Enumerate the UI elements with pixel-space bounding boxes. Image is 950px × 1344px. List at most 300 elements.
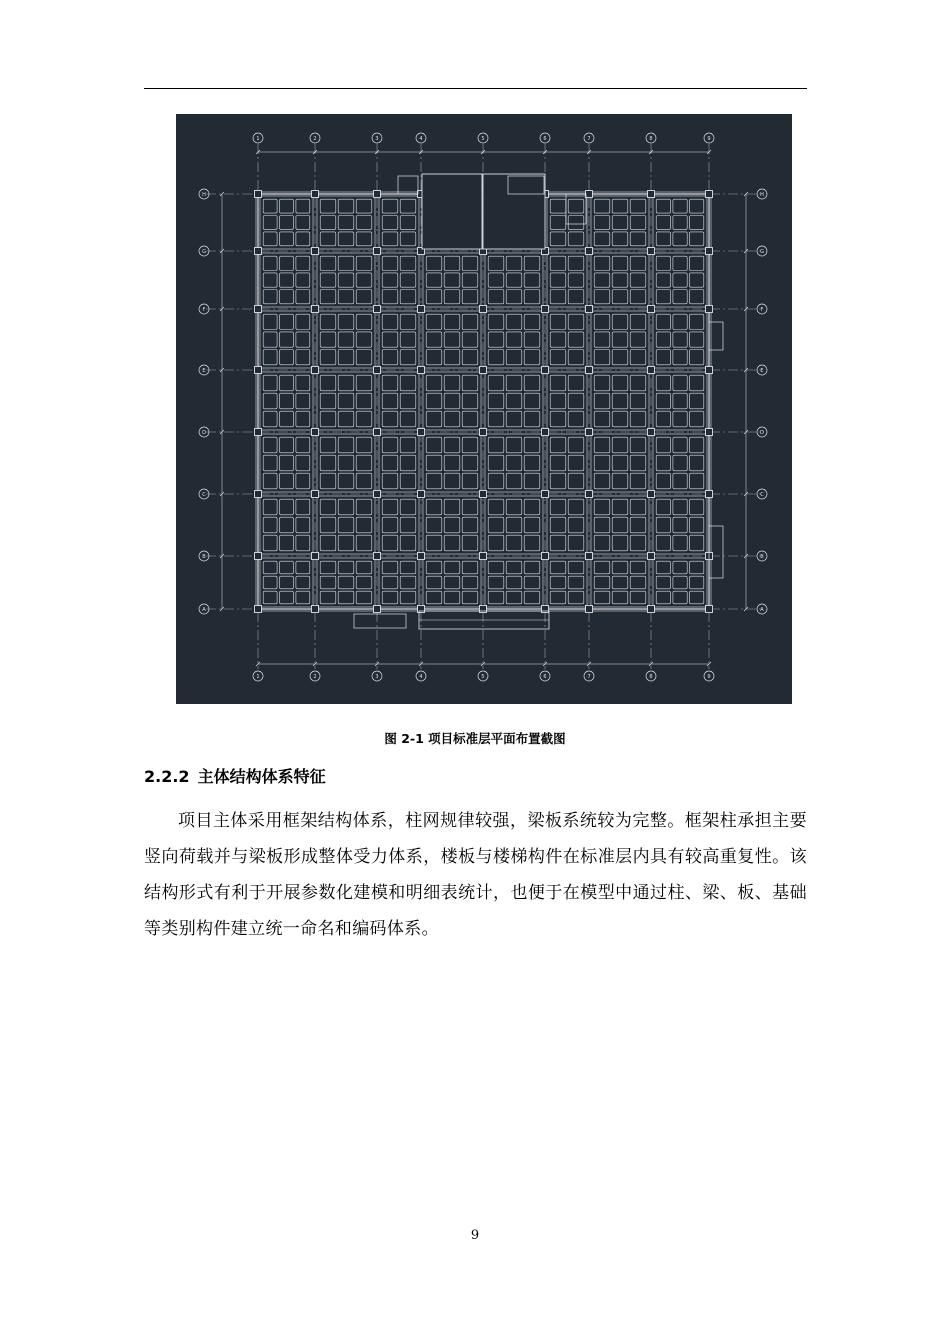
- slab-panel: [338, 473, 354, 489]
- slab-panel: [612, 591, 628, 604]
- slab-panel: [338, 455, 354, 471]
- slab-panel: [568, 437, 584, 453]
- slab-panel: [462, 393, 478, 409]
- slab-panel: [444, 393, 460, 409]
- slab-panel: [320, 314, 336, 329]
- slab-panel: [444, 576, 460, 589]
- slab-panel: [656, 199, 670, 213]
- slab-panel: [444, 591, 460, 604]
- slab-panel: [690, 332, 704, 347]
- slab-panel: [568, 332, 584, 347]
- slab-panel: [462, 375, 478, 391]
- slab-panel: [263, 199, 277, 213]
- slab-panel: [426, 561, 442, 574]
- slab-panel: [338, 332, 354, 347]
- slab-panel: [594, 232, 610, 246]
- slab-panel: [382, 273, 398, 287]
- slab-panel: [444, 314, 460, 329]
- slab-panel: [690, 290, 704, 304]
- slab-panel: [400, 314, 416, 329]
- slab-panel: [630, 591, 646, 604]
- slab-panel: [656, 591, 670, 604]
- slab-panel: [568, 473, 584, 489]
- slab-panel: [656, 473, 670, 489]
- slab-panel: [594, 350, 610, 365]
- slab-panel: [612, 517, 628, 533]
- slab-panel: [462, 455, 478, 471]
- slab-panel: [550, 199, 566, 213]
- slab-panel: [673, 591, 687, 604]
- slab-panel: [356, 437, 372, 453]
- column: [648, 306, 655, 313]
- slab-panel: [524, 350, 540, 365]
- slab-panel: [506, 411, 522, 427]
- slab-panel: [320, 473, 336, 489]
- slab-panel: [673, 411, 687, 427]
- slab-panel: [656, 455, 670, 471]
- axis-label: 6: [543, 136, 547, 142]
- column: [480, 553, 487, 560]
- axis-label: C: [202, 492, 206, 498]
- axis-label: D: [760, 430, 764, 436]
- slab-panel: [400, 561, 416, 574]
- slab-panel: [296, 290, 310, 304]
- slab-panel: [524, 256, 540, 270]
- slab-panel: [568, 375, 584, 391]
- slab-panel: [382, 411, 398, 427]
- slab-panel: [296, 314, 310, 329]
- slab-panel: [673, 350, 687, 365]
- slab-panel: [506, 375, 522, 391]
- axis-label: 1: [256, 136, 260, 142]
- slab-panel: [296, 517, 310, 533]
- column: [480, 306, 487, 313]
- slab-panel: [338, 499, 354, 515]
- slab-panel: [444, 455, 460, 471]
- slab-panel: [338, 576, 354, 589]
- slab-panel: [594, 375, 610, 391]
- slab-panel: [594, 199, 610, 213]
- slab-panel: [524, 591, 540, 604]
- column: [706, 606, 713, 613]
- slab-panel: [320, 375, 336, 391]
- slab-panel: [568, 273, 584, 287]
- slab-panel: [568, 256, 584, 270]
- slab-panel: [594, 455, 610, 471]
- slab-panel: [444, 375, 460, 391]
- slab-panel: [462, 273, 478, 287]
- axis-label: 4: [419, 136, 423, 142]
- slab-panel: [568, 561, 584, 574]
- slab-panel: [673, 232, 687, 246]
- slab-panel: [320, 591, 336, 604]
- slab-panel: [444, 256, 460, 270]
- slab-panel: [382, 216, 398, 230]
- slab-panel: [690, 437, 704, 453]
- body-paragraph: 项目主体采用框架结构体系，柱网规律较强，梁板系统较为完整。框架柱承担主要竖向荷载并与梁板形成整体受力体系，楼板与楼梯构件在标准层内具有较高重复性。该结构形式有利于开展参数化建模和明细表统计，也便于在模型中通过柱、梁、板、基础等类别构件建立统一命名和编码体系。: [144, 811, 807, 939]
- slab-panel: [568, 216, 584, 230]
- slab-panel: [656, 216, 670, 230]
- slab-panel: [594, 517, 610, 533]
- slab-panel: [550, 591, 566, 604]
- axis-label: E: [760, 368, 764, 374]
- slab-panel: [630, 199, 646, 213]
- column: [418, 429, 425, 436]
- slab-panel: [673, 561, 687, 574]
- slab-panel: [338, 411, 354, 427]
- slab-panel: [488, 535, 504, 551]
- slab-panel: [263, 591, 277, 604]
- slab-panel: [400, 393, 416, 409]
- slab-panel: [426, 455, 442, 471]
- slab-panel: [280, 332, 294, 347]
- slab-panel: [400, 455, 416, 471]
- slab-panel: [263, 314, 277, 329]
- axis-label: 8: [649, 674, 653, 680]
- axis-label: 2: [313, 136, 317, 142]
- slab-panel: [568, 314, 584, 329]
- slab-panel: [296, 411, 310, 427]
- slab-panel: [550, 455, 566, 471]
- axis-label: 7: [587, 674, 591, 680]
- slab-panel: [594, 273, 610, 287]
- slab-panel: [280, 199, 294, 213]
- column: [255, 429, 262, 436]
- slab-panel: [690, 499, 704, 515]
- slab-panel: [568, 350, 584, 365]
- slab-panel: [356, 232, 372, 246]
- slab-panel: [488, 350, 504, 365]
- slab-panel: [263, 437, 277, 453]
- slab-panel: [488, 393, 504, 409]
- slab-panel: [550, 332, 566, 347]
- slab-panel: [524, 499, 540, 515]
- column: [706, 491, 713, 498]
- slab-panel: [690, 591, 704, 604]
- slab-panel: [506, 455, 522, 471]
- column: [374, 191, 381, 198]
- slab-panel: [426, 350, 442, 365]
- slab-panel: [356, 455, 372, 471]
- slab-panel: [400, 375, 416, 391]
- slab-panel: [630, 216, 646, 230]
- slab-panel: [296, 273, 310, 287]
- slab-panel: [263, 473, 277, 489]
- slab-panel: [673, 517, 687, 533]
- slab-panel: [400, 473, 416, 489]
- slab-panel: [630, 561, 646, 574]
- slab-panel: [280, 591, 294, 604]
- column: [374, 367, 381, 374]
- slab-panel: [356, 517, 372, 533]
- axis-label: G: [202, 249, 206, 255]
- slab-panel: [568, 517, 584, 533]
- slab-panel: [320, 232, 336, 246]
- slab-panel: [400, 437, 416, 453]
- axis-label: 5: [481, 136, 485, 142]
- slab-panel: [594, 473, 610, 489]
- column: [312, 191, 319, 198]
- slab-panel: [594, 576, 610, 589]
- slab-panel: [280, 375, 294, 391]
- column: [480, 429, 487, 436]
- slab-panel: [656, 576, 670, 589]
- slab-panel: [382, 591, 398, 604]
- slab-panel: [356, 393, 372, 409]
- slab-panel: [296, 332, 310, 347]
- slab-panel: [612, 290, 628, 304]
- slab-panel: [280, 437, 294, 453]
- slab-panel: [612, 499, 628, 515]
- column: [706, 191, 713, 198]
- axis-label: 3: [375, 674, 379, 680]
- slab-panel: [612, 535, 628, 551]
- slab-panel: [338, 437, 354, 453]
- slab-panel: [296, 499, 310, 515]
- slab-panel: [426, 591, 442, 604]
- slab-panel: [400, 216, 416, 230]
- slab-panel: [280, 290, 294, 304]
- slab-panel: [320, 437, 336, 453]
- slab-panel: [656, 332, 670, 347]
- slab-panel: [524, 290, 540, 304]
- slab-panel: [690, 273, 704, 287]
- slab-panel: [296, 591, 310, 604]
- slab-panel: [338, 199, 354, 213]
- slab-panel: [488, 290, 504, 304]
- column: [586, 367, 593, 374]
- slab-panel: [690, 375, 704, 391]
- slab-panel: [673, 576, 687, 589]
- slab-panel: [382, 256, 398, 270]
- column: [312, 306, 319, 313]
- slab-panel: [426, 290, 442, 304]
- slab-panel: [356, 375, 372, 391]
- axis-label: F: [202, 307, 206, 313]
- slab-panel: [280, 517, 294, 533]
- section-number: 2.2.2: [144, 767, 190, 786]
- slab-panel: [400, 411, 416, 427]
- slab-panel: [356, 350, 372, 365]
- slab-panel: [320, 517, 336, 533]
- slab-panel: [296, 256, 310, 270]
- slab-panel: [400, 273, 416, 287]
- slab-panel: [280, 256, 294, 270]
- slab-panel: [612, 455, 628, 471]
- slab-panel: [444, 332, 460, 347]
- slab-panel: [426, 517, 442, 533]
- slab-panel: [382, 455, 398, 471]
- column: [586, 553, 593, 560]
- slab-panel: [524, 437, 540, 453]
- slab-panel: [382, 393, 398, 409]
- slab-panel: [630, 535, 646, 551]
- slab-panel: [673, 437, 687, 453]
- slab-panel: [263, 517, 277, 533]
- axis-label: 3: [375, 136, 379, 142]
- slab-panel: [656, 393, 670, 409]
- slab-panel: [488, 517, 504, 533]
- column: [542, 367, 549, 374]
- slab-panel: [444, 437, 460, 453]
- slab-panel: [462, 576, 478, 589]
- slab-panel: [630, 393, 646, 409]
- axis-label: G: [760, 249, 764, 255]
- slab-panel: [426, 535, 442, 551]
- column: [312, 606, 319, 613]
- axis-label: 9: [707, 674, 711, 680]
- slab-panel: [568, 535, 584, 551]
- slab-panel: [356, 535, 372, 551]
- slab-panel: [568, 455, 584, 471]
- column: [480, 491, 487, 498]
- slab-panel: [656, 437, 670, 453]
- column: [255, 191, 262, 198]
- slab-panel: [612, 199, 628, 213]
- slab-panel: [280, 455, 294, 471]
- column: [586, 248, 593, 255]
- column: [586, 191, 593, 198]
- slab-panel: [506, 437, 522, 453]
- slab-panel: [444, 273, 460, 287]
- slab-panel: [462, 499, 478, 515]
- slab-panel: [263, 576, 277, 589]
- slab-panel: [382, 232, 398, 246]
- slab-panel: [400, 591, 416, 604]
- column: [255, 553, 262, 560]
- slab-panel: [612, 273, 628, 287]
- slab-panel: [263, 216, 277, 230]
- slab-panel: [488, 411, 504, 427]
- slab-panel: [356, 411, 372, 427]
- slab-panel: [382, 517, 398, 533]
- slab-panel: [400, 535, 416, 551]
- slab-panel: [656, 517, 670, 533]
- column: [648, 491, 655, 498]
- slab-panel: [263, 273, 277, 287]
- column: [648, 553, 655, 560]
- slab-panel: [320, 332, 336, 347]
- slab-panel: [524, 375, 540, 391]
- slab-panel: [506, 350, 522, 365]
- slab-panel: [488, 455, 504, 471]
- slab-panel: [382, 290, 398, 304]
- axis-label: 9: [707, 136, 711, 142]
- slab-panel: [280, 576, 294, 589]
- slab-panel: [263, 411, 277, 427]
- slab-panel: [320, 273, 336, 287]
- slab-panel: [594, 314, 610, 329]
- slab-panel: [506, 290, 522, 304]
- slab-panel: [656, 350, 670, 365]
- slab-panel: [524, 535, 540, 551]
- slab-panel: [382, 576, 398, 589]
- slab-panel: [382, 314, 398, 329]
- axis-label: H: [760, 192, 764, 198]
- slab-panel: [356, 256, 372, 270]
- page-number: 9: [470, 1228, 480, 1243]
- column: [586, 491, 593, 498]
- column: [586, 306, 593, 313]
- slab-panel: [488, 591, 504, 604]
- slab-panel: [630, 411, 646, 427]
- slab-panel: [356, 199, 372, 213]
- stair-block: [566, 194, 586, 224]
- slab-panel: [673, 499, 687, 515]
- slab-panel: [296, 350, 310, 365]
- slab-panel: [568, 411, 584, 427]
- slab-panel: [382, 350, 398, 365]
- slab-panel: [320, 199, 336, 213]
- slab-panel: [612, 473, 628, 489]
- column: [255, 367, 262, 374]
- slab-panel: [280, 535, 294, 551]
- slab-panel: [594, 290, 610, 304]
- slab-panel: [594, 216, 610, 230]
- slab-panel: [524, 576, 540, 589]
- slab-panel: [426, 473, 442, 489]
- column: [312, 553, 319, 560]
- column: [418, 367, 425, 374]
- slab-panel: [382, 561, 398, 574]
- slab-panel: [568, 393, 584, 409]
- slab-panel: [690, 576, 704, 589]
- slab-panel: [280, 232, 294, 246]
- slab-panel: [382, 437, 398, 453]
- axis-label: B: [760, 554, 764, 560]
- slab-panel: [506, 332, 522, 347]
- column: [255, 606, 262, 613]
- column: [542, 306, 549, 313]
- slab-panel: [263, 290, 277, 304]
- slab-panel: [690, 350, 704, 365]
- slab-panel: [320, 535, 336, 551]
- slab-panel: [612, 256, 628, 270]
- slab-panel: [382, 332, 398, 347]
- slab-panel: [426, 375, 442, 391]
- slab-panel: [690, 517, 704, 533]
- slab-panel: [426, 314, 442, 329]
- slab-panel: [524, 393, 540, 409]
- slab-panel: [594, 561, 610, 574]
- slab-panel: [382, 199, 398, 213]
- column: [542, 491, 549, 498]
- column: [586, 606, 593, 613]
- column: [312, 429, 319, 436]
- slab-panel: [426, 393, 442, 409]
- slab-panel: [263, 350, 277, 365]
- slab-panel: [673, 273, 687, 287]
- column: [648, 248, 655, 255]
- column: [312, 248, 319, 255]
- slab-panel: [280, 499, 294, 515]
- slab-panel: [320, 455, 336, 471]
- section-heading: [144, 764, 326, 787]
- column: [312, 491, 319, 498]
- slab-panel: [673, 314, 687, 329]
- slab-panel: [320, 350, 336, 365]
- slab-panel: [673, 473, 687, 489]
- slab-panel: [656, 314, 670, 329]
- axis-label: F: [760, 307, 764, 313]
- slab-panel: [656, 375, 670, 391]
- slab-panel: [356, 332, 372, 347]
- core-opening: [422, 174, 482, 249]
- slab-panel: [338, 232, 354, 246]
- slab-panel: [594, 591, 610, 604]
- column: [374, 491, 381, 498]
- slab-panel: [462, 591, 478, 604]
